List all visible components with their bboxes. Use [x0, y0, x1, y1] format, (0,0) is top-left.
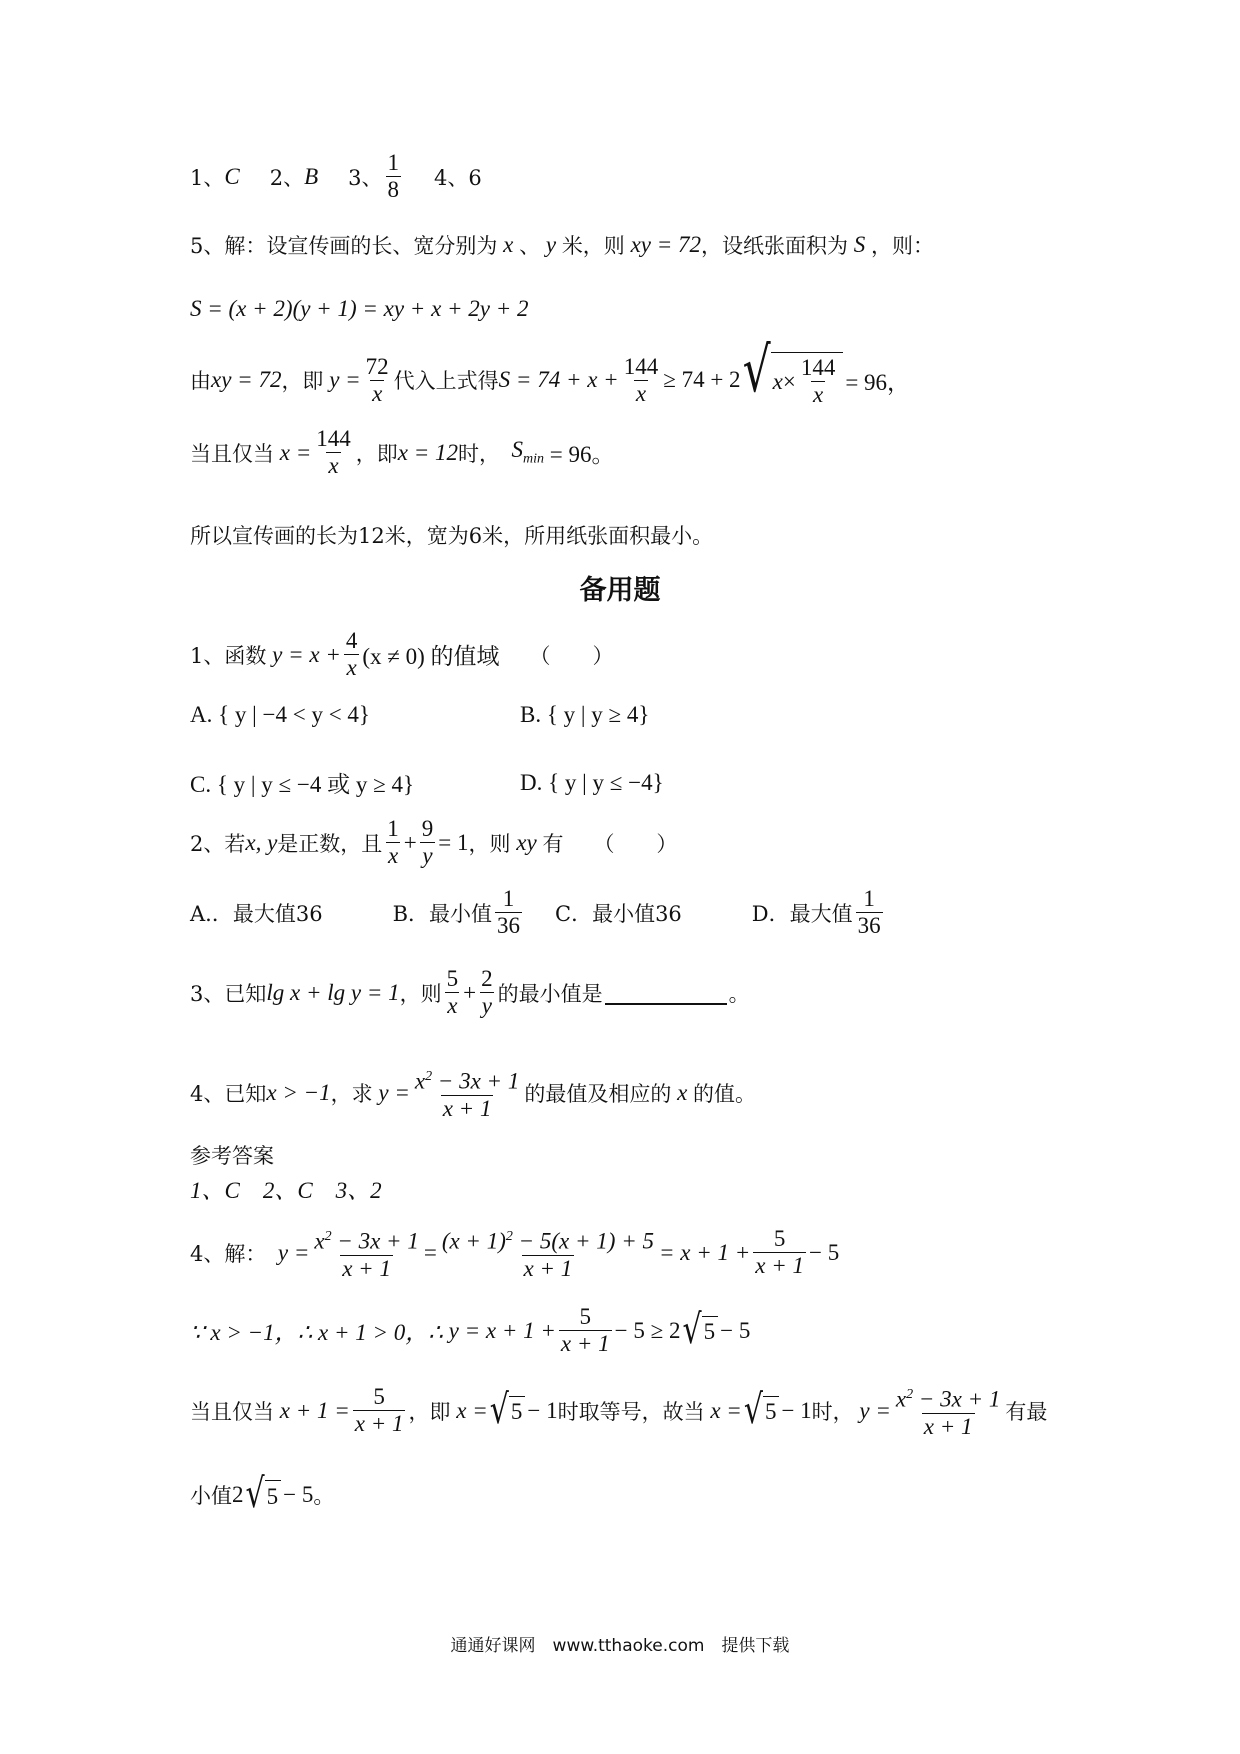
sol5-shi: 时， [457, 441, 500, 466]
answers-line [190, 150, 482, 203]
answer-3-num: 1 [387, 150, 400, 175]
q1-option-b: B. { y | y ≥ 4} [520, 702, 650, 727]
sol5-ji2: ，即 [355, 441, 398, 466]
ref-sol4: 4、解： y = $\frac{x^2 - 3x + 1}{x + 1}$ = $\frac{(x + 1)^2 - 5(x + 1) + 5}{x + 1}$ = x + 1 + $\frac{5}{x + 1}$ − 5 [190, 1226, 840, 1281]
ref-cond2-end: 有最 [1005, 1399, 1048, 1424]
q3-tail: 的最小值是 [497, 981, 603, 1006]
q1-domain-note: (x ≠ 0) 的值域 [362, 644, 500, 669]
q2-paren: （ ） [593, 831, 678, 856]
q2-stem-a: 2、若 [190, 831, 246, 856]
ref-final-end: 。 [313, 1484, 335, 1508]
q2-option-c: C．最小值36 [555, 901, 682, 926]
sol5-x12: x = 12 [397, 439, 458, 465]
sol5-smin: = 96。 [549, 442, 615, 467]
q2-options: A.．最大值36 B．最小值 $\frac{1}{36}$ C．最小值36 D．最大值 $\frac{1}{36}$ [190, 886, 881, 938]
ref-answers: 1、C 2、C 3、2 [190, 1178, 382, 1203]
solution-5-intro: 5、解：设宣传画的长、宽分别为 x 、 y 米，则 xy = 72 ，设纸张面积为 S ，则： [190, 232, 934, 258]
sol5-result: = 96， [845, 369, 911, 395]
sol5-equality: 当且仅当 x = $\frac{144}{x}$ ，即 x = 12 时， $S_{min}$ = 96。 [190, 426, 615, 478]
answer-1-label: 1、 [190, 165, 225, 190]
q2-stem-c: ，则 [468, 831, 511, 856]
q1-paren: （ ） [529, 643, 614, 668]
q4-tail: 的最值及相应的 [524, 1081, 672, 1106]
q1-option-c: C. { y | y ≤ −4 或 y ≥ 4} [190, 772, 414, 797]
q3-then: ，则 [399, 981, 442, 1006]
ref-because-text: ∵ x > −1，∴ x + 1 > 0，∴ [190, 1320, 443, 1345]
sol5-xy72: xy = 72 [211, 367, 282, 392]
ref-cond2-pre: 当且仅当 [190, 1399, 274, 1424]
sol5-intro-end: ，则： [871, 234, 934, 258]
q4-stem-text: 4、已知 [190, 1081, 267, 1106]
q2-stem-d: 有 [542, 831, 564, 856]
q1-options-row1 [190, 702, 649, 728]
ref-title: 参考答案 [190, 1144, 274, 1168]
answer-1-value: C [224, 163, 240, 189]
q3-stem: 3、已知 lg x + lg y = 1 ，则 $\frac{5}{x}$ + $\frac{2}{y}$ 的最小值是 。 [190, 966, 750, 1018]
sol5-by: 由 [190, 369, 211, 393]
sol5-area-expression: S = (x + 2)(y + 1) = xy + x + 2y + 2 [190, 296, 529, 321]
q4-tail2: 的值。 [693, 1081, 757, 1106]
q4-condition: x > −1 [266, 1079, 331, 1105]
ref-cond2-mid: ，即 [408, 1399, 451, 1424]
ref-because: ∵ x > −1，∴ x + 1 > 0，∴ y = x + 1 + $\frac{5}{x + 1}$ − 5 ≥ 2 √ 5 − 5 [190, 1304, 751, 1356]
sol5-conclusion: 所以宣传画的长为12米，宽为6米，所用纸张面积最小。 [190, 524, 714, 548]
q3-condition: lg x + lg y = 1 [266, 979, 400, 1005]
q2-option-b: B．最小值 [392, 901, 492, 926]
q3-stem-text: 3、已知 [190, 981, 267, 1006]
q1-option-d: D. { y | y ≤ −4} [520, 769, 664, 795]
q1-options-row2 [190, 766, 664, 799]
q1-option-a: A. { y | −4 < y < 4} [190, 702, 370, 727]
q2-stem-b: 是正数，且 [277, 831, 383, 856]
sol5-sub-text: 代入上式得 [393, 369, 499, 393]
sol5-substitution: 由 xy = 72 ，即 y = $\frac{72}{x}$ 代入上式得 S = 74 + x + $\frac{144}{x}$ ≥ 74 + 2 √ x × $\frac{144}{x}$ = 96， [190, 335, 911, 407]
ref-cond2-mid3: 时， [811, 1399, 854, 1424]
q2-stem: 2、若 x, y 是正数，且 $\frac{1}{x}$ + $\frac{9}{y}$ = 1 ，则 xy 有 （ ） [190, 816, 678, 868]
answer-2-label: 2、 [269, 165, 305, 190]
q4-mid: ，求 [330, 1081, 373, 1106]
sol5-dang: 当且仅当 [190, 441, 274, 466]
q3-end: 。 [728, 981, 750, 1006]
q1-stem: 1、函数 y = x + $\frac{4}{x}$ (x ≠ 0) 的值域 （ ） [190, 628, 614, 680]
ref-final: 小值 2 √ 5 − 5 。 [190, 1470, 335, 1518]
ref-cond2-mid2: 时取等号，故当 [557, 1399, 705, 1424]
answer-3-fraction [386, 150, 402, 203]
q1-stem-text: 1、函数 [190, 643, 267, 668]
answer-2-value: B [304, 163, 319, 189]
q3-answer-blank [605, 981, 727, 1005]
q2-option-d: D．最大值 [751, 901, 853, 926]
sol5-ji: ，即 [281, 369, 324, 393]
answer-3-den: 8 [387, 177, 400, 202]
answer-4: 4、6 [434, 165, 482, 190]
sol5-intro-mid: 米，则 [561, 234, 625, 258]
q4-stem: 4、已知 x > −1 ，求 y = $\frac{x^2 - 3x + 1}{x + 1}$ 的最值及相应的 x 的值。 [190, 1068, 757, 1121]
ref-equality: 当且仅当 x + 1 = $\frac{5}{x + 1}$ ，即 x = √ 5 − 1 时取等号，故当 x = √ 5 − 1 时， y = $\frac{x^2 - 3x + 1}{x + 1}$ 有最 [190, 1384, 1048, 1439]
sol5-intro-pre: 5、解：设宣传画的长、宽分别为 [190, 234, 498, 258]
answer-3-label: 3、 [348, 165, 383, 190]
q2-option-a: A.．最大值36 [190, 901, 323, 926]
sol5-intro-post: ，设纸张面积为 [701, 234, 848, 258]
section-heading: 备用题 [579, 575, 661, 606]
ref-sol-label: 4、解： [190, 1241, 267, 1266]
ref-final-text: 小值 [190, 1484, 232, 1508]
footer-source: 通通好课网 www.tthaoke.com 提供下载 [450, 1636, 790, 1656]
